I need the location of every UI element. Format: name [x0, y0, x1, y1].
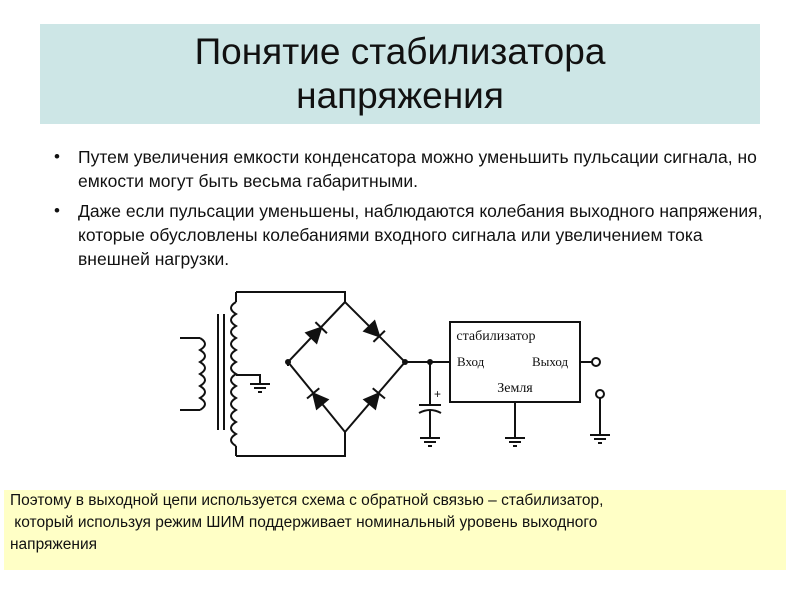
output-label: Выход — [532, 354, 569, 369]
slide-title: Понятие стабилизатора напряжения — [194, 31, 606, 116]
output-terminal — [592, 358, 600, 366]
transformer-secondary-coil — [231, 292, 236, 456]
note-line: Поэтому в выходной цепи используется схема с обратной связью – стабилизатор, — [10, 492, 604, 509]
title-banner — [40, 24, 760, 124]
ground-terminal — [596, 390, 604, 398]
bullet-text: Даже если пульсации уменьшены, наблюдаются колебания выходного напряжения, которые обусловлены колебаниями входного сигнала или увеличением тока внешней нагрузки. — [78, 201, 763, 269]
bullet-dot-icon: • — [54, 201, 60, 220]
conclusion-note — [4, 490, 786, 570]
input-label: Вход — [457, 354, 485, 369]
bullet-item — [48, 199, 768, 271]
center-tap-wire — [236, 375, 260, 384]
ground-icon — [420, 438, 440, 446]
junction-dot — [285, 359, 291, 365]
note-line: который используя режим ШИМ поддерживает номинальный уровень выходного — [10, 514, 598, 531]
capacitor-polarity-label: + — [434, 387, 442, 401]
note-line: напряжения — [10, 536, 98, 553]
wire — [236, 432, 345, 456]
ground-icon — [250, 384, 270, 392]
wire — [236, 292, 345, 302]
bullet-item — [48, 145, 768, 193]
junction-dot — [402, 359, 408, 365]
circuit-diagram — [160, 280, 620, 470]
ground-label: Земля — [497, 381, 533, 396]
bullet-list — [48, 145, 768, 277]
ground-icon — [590, 435, 610, 443]
stabilizer-label: стабилизатор — [456, 329, 536, 344]
bullet-dot-icon: • — [54, 147, 60, 166]
diode-bridge — [288, 302, 405, 432]
transformer-primary-coil — [180, 338, 205, 410]
ground-icon — [505, 438, 525, 446]
junction-dot — [427, 359, 433, 365]
bullet-text: Путем увеличения емкости конденсатора можно уменьшить пульсации сигнала, но емкости могут быть весьма габаритными. — [78, 147, 757, 191]
